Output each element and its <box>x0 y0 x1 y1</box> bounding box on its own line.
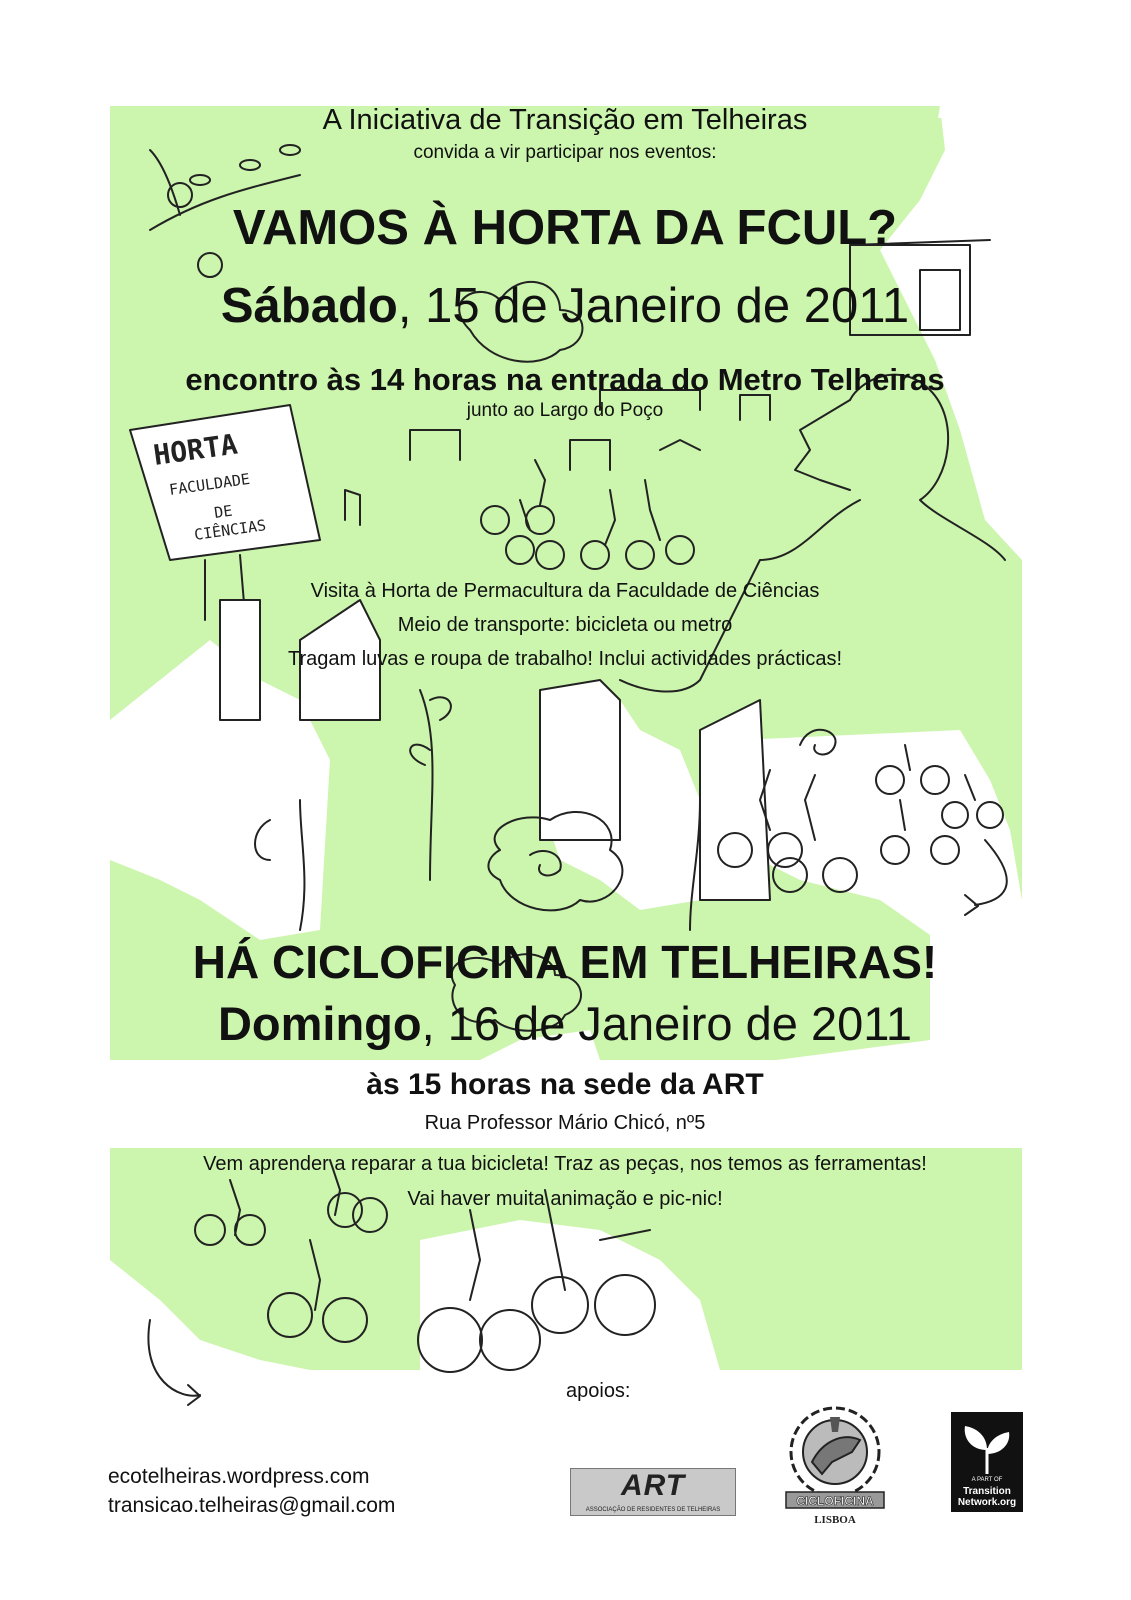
event1-title: VAMOS À HORTA DA FCUL? <box>232 201 898 255</box>
transition-name2: Network.org <box>957 1497 1017 1508</box>
transition-name: Transition <box>963 1486 1011 1497</box>
event2-day: Domingo <box>217 997 422 1050</box>
sign-line-4: CIÊNCIAS <box>193 516 268 544</box>
event2-detail-2: Vai haver muita animação e pic-nic! <box>407 1188 723 1210</box>
art-logo-subtitle: ASSOCIAÇÃO DE RESIDENTES DE TELHEIRAS <box>585 1507 721 1513</box>
event1-detail-2: Meio de transporte: bicicleta ou metro <box>397 614 733 636</box>
event1-date <box>110 278 1020 334</box>
sponsors-label: apoios: <box>566 1380 631 1402</box>
event1-detail-1: Visita à Horta de Permacultura da Faculdade de Ciências <box>310 580 820 602</box>
intro-line-2: convida a vir participar nos eventos: <box>413 142 717 163</box>
transition-network-label <box>953 1475 1021 1508</box>
event1-meeting-sub: junto ao Largo do Poço <box>466 400 664 421</box>
cicloficina-city: LISBOA <box>814 1514 856 1526</box>
email-link[interactable]: transicao.telheiras@gmail.com <box>108 1494 396 1517</box>
contacts <box>108 1462 395 1520</box>
event2-title: HÁ CICLOFICINA EM TELHEIRAS! <box>192 936 938 988</box>
transition-top: A PART OF <box>971 1477 1003 1483</box>
art-logo <box>570 1468 736 1516</box>
event2-detail-1: Vem aprender a reparar a tua bicicleta! Traz as peças, nos temos as ferramentas! <box>203 1153 927 1175</box>
sign-line-1: HORTA <box>151 427 240 472</box>
event1-date-rest: , 15 de Janeiro de 2011 <box>397 279 910 333</box>
sign-line-3: DE <box>213 501 234 522</box>
event1-day: Sábado <box>220 279 398 333</box>
art-logo-mark: ART <box>620 1469 686 1502</box>
event2-address: Rua Professor Mário Chicó, nº5 <box>424 1112 706 1134</box>
event2-meeting: às 15 horas na sede da ART <box>366 1068 764 1101</box>
event2-date <box>110 996 1020 1051</box>
cicloficina-logo <box>782 1402 888 1528</box>
sign-line-2: FACULDADE <box>168 469 252 499</box>
cicloficina-name: CICLOFICINA <box>796 1494 874 1508</box>
website-link[interactable]: ecotelheiras.wordpress.com <box>108 1465 370 1488</box>
leaf-icon <box>951 1418 1023 1478</box>
transition-network-logo <box>951 1412 1023 1512</box>
event1-detail-3: Tragam luvas e roupa de trabalho! Inclui actividades prácticas! <box>288 648 842 670</box>
intro-line-1: A Iniciativa de Transição em Telheiras <box>322 104 808 136</box>
event1-meeting: encontro às 14 horas na entrada do Metro Telheiras <box>185 362 945 397</box>
event2-date-rest: , 16 de Janeiro de 2011 <box>421 997 913 1050</box>
